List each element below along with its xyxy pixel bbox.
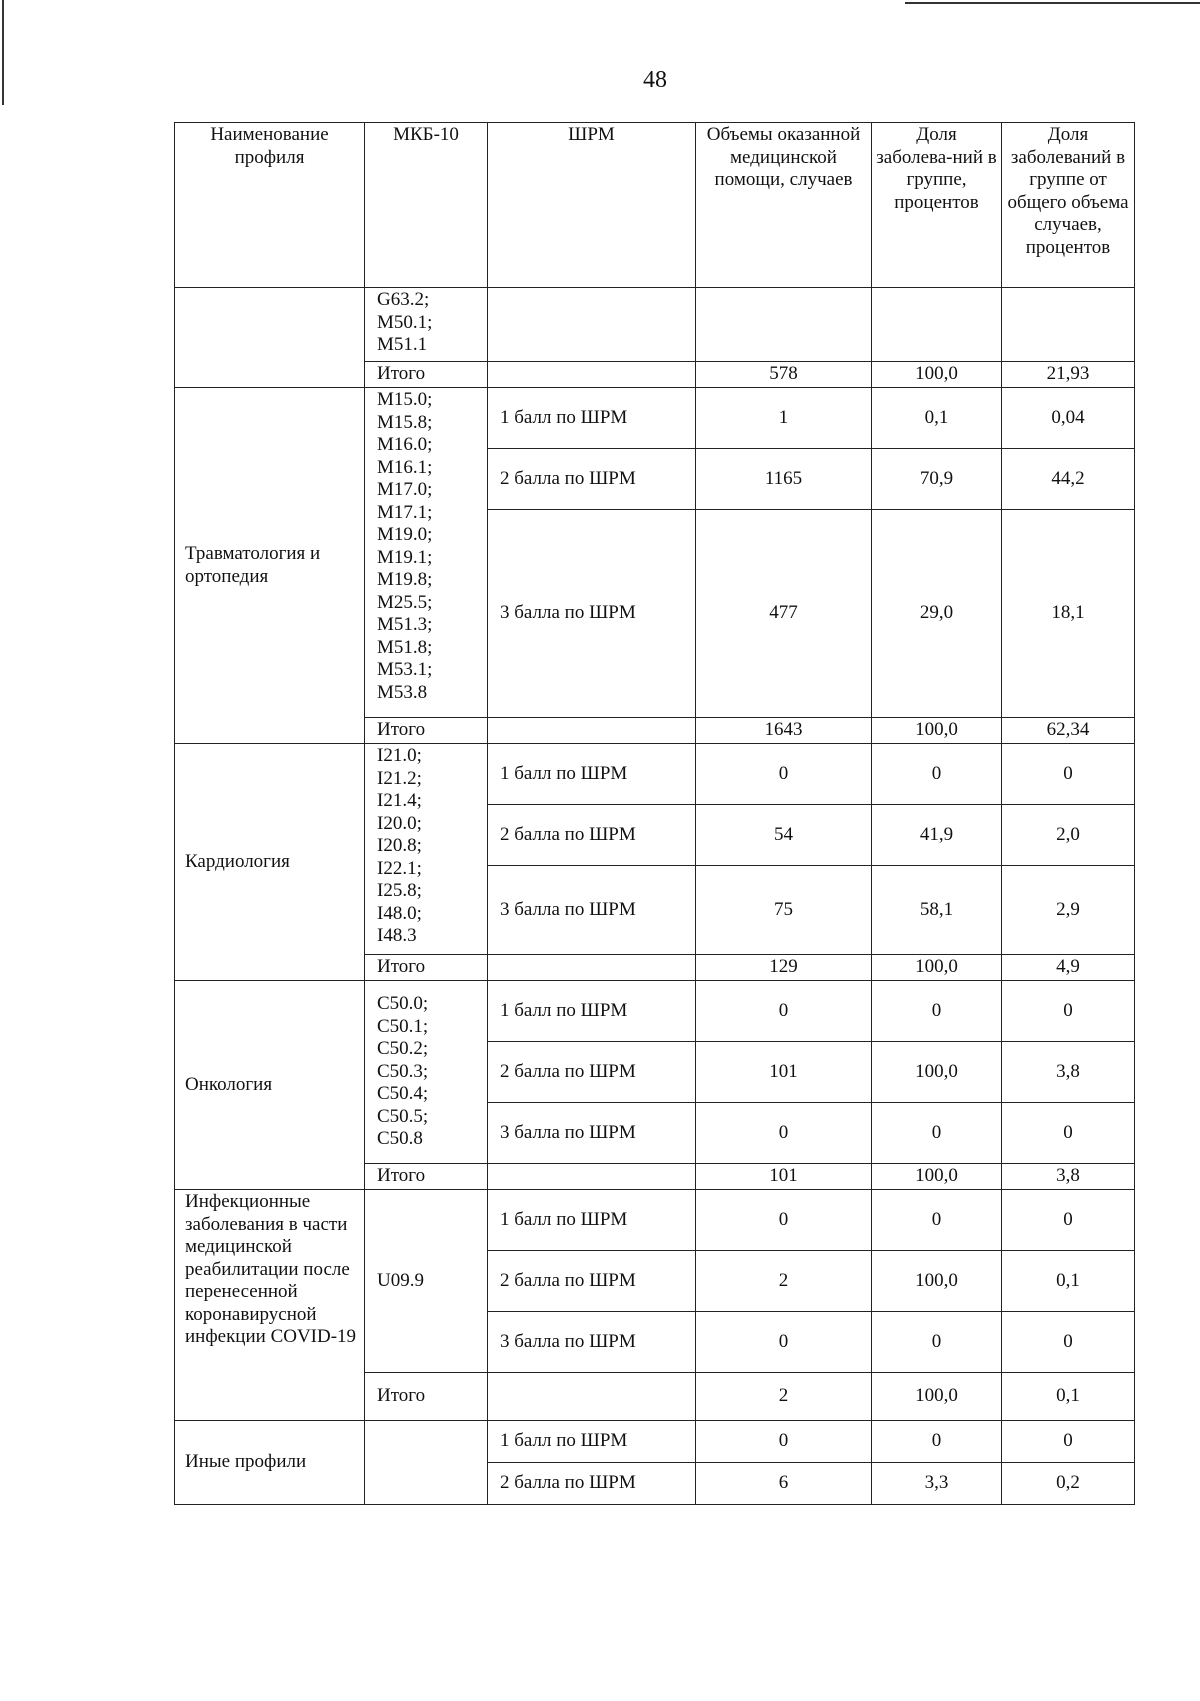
total-volume: 578 bbox=[696, 362, 872, 388]
share-group: 0 bbox=[872, 1421, 1002, 1463]
share-total: 44,2 bbox=[1002, 449, 1135, 510]
volume: 101 bbox=[696, 1042, 872, 1103]
table-row bbox=[175, 388, 1135, 449]
share-group: 58,1 bbox=[872, 866, 1002, 955]
shrm-cell-empty bbox=[488, 288, 696, 362]
share-group: 0 bbox=[872, 1190, 1002, 1251]
share-total: 2,9 bbox=[1002, 866, 1135, 955]
share-total: 0 bbox=[1002, 744, 1135, 805]
icd-codes: U09.9 bbox=[365, 1190, 488, 1373]
profile-cell-empty bbox=[175, 288, 365, 388]
volume: 0 bbox=[696, 1312, 872, 1373]
table-row bbox=[175, 1421, 1135, 1463]
total-label: Итого bbox=[365, 955, 488, 981]
shrm-level: 1 балл по ШРМ bbox=[488, 1421, 696, 1463]
shrm-level: 3 балла по ШРМ bbox=[488, 1312, 696, 1373]
shrm-level: 1 балл по ШРМ bbox=[488, 1190, 696, 1251]
rehabilitation-table bbox=[174, 122, 1135, 1505]
share-total: 0 bbox=[1002, 1190, 1135, 1251]
share-group: 0 bbox=[872, 1312, 1002, 1373]
header-shrm: ШРМ bbox=[488, 123, 696, 288]
share-total: 0,1 bbox=[1002, 1251, 1135, 1312]
volume: 0 bbox=[696, 1421, 872, 1463]
volume: 477 bbox=[696, 510, 872, 718]
shrm-level: 3 балла по ШРМ bbox=[488, 510, 696, 718]
total-share-group: 100,0 bbox=[872, 362, 1002, 388]
header-icd: МКБ-10 bbox=[365, 123, 488, 288]
icd-codes: M15.0; M15.8; M16.0; M16.1; M17.0; M17.1; M19.0; M19.1; M19.8; M25.5; M51.3; M51.8; M53.1; M53.8 bbox=[365, 388, 488, 718]
volume: 54 bbox=[696, 805, 872, 866]
shrm-cell-empty bbox=[488, 955, 696, 981]
total-share-total: 62,34 bbox=[1002, 718, 1135, 744]
volume: 0 bbox=[696, 744, 872, 805]
shrm-cell-empty bbox=[488, 1164, 696, 1190]
total-volume: 2 bbox=[696, 1373, 872, 1421]
scan-edge-line-top bbox=[905, 2, 1200, 4]
shrm-level: 3 балла по ШРМ bbox=[488, 866, 696, 955]
shrm-cell-empty bbox=[488, 718, 696, 744]
total-share-group: 100,0 bbox=[872, 718, 1002, 744]
volume: 0 bbox=[696, 1103, 872, 1164]
total-label: Итого bbox=[365, 1373, 488, 1421]
share-group: 70,9 bbox=[872, 449, 1002, 510]
shrm-level: 1 балл по ШРМ bbox=[488, 744, 696, 805]
share-group: 29,0 bbox=[872, 510, 1002, 718]
share-group: 41,9 bbox=[872, 805, 1002, 866]
icd-codes: C50.0; C50.1; C50.2; C50.3; C50.4; C50.5; C50.8 bbox=[365, 981, 488, 1164]
shrm-level: 1 балл по ШРМ bbox=[488, 981, 696, 1042]
share-group: 100,0 bbox=[872, 1042, 1002, 1103]
icd-codes: I21.0; I21.2; I21.4; I20.0; I20.8; I22.1; I25.8; I48.0; I48.3 bbox=[365, 744, 488, 955]
share-group: 0 bbox=[872, 981, 1002, 1042]
total-share-total: 4,9 bbox=[1002, 955, 1135, 981]
share-total: 18,1 bbox=[1002, 510, 1135, 718]
profile-other: Иные профили bbox=[175, 1421, 365, 1505]
profile-covid: Инфекционные заболевания в части медицинской реабилитации после перенесенной коронавирусной инфекции COVID-19 bbox=[175, 1190, 365, 1421]
page-number: 48 bbox=[643, 67, 667, 93]
total-share-total: 21,93 bbox=[1002, 362, 1135, 388]
icd-codes: G63.2; M50.1; M51.1 bbox=[365, 288, 488, 362]
shrm-cell-empty bbox=[488, 362, 696, 388]
share-group: 0,1 bbox=[872, 388, 1002, 449]
profile-cardiology: Кардиология bbox=[175, 744, 365, 981]
total-volume: 129 bbox=[696, 955, 872, 981]
total-share-group: 100,0 bbox=[872, 1164, 1002, 1190]
total-volume: 101 bbox=[696, 1164, 872, 1190]
share-total: 0 bbox=[1002, 1421, 1135, 1463]
share-total: 0 bbox=[1002, 1312, 1135, 1373]
share-total: 2,0 bbox=[1002, 805, 1135, 866]
volume: 75 bbox=[696, 866, 872, 955]
volume: 1165 bbox=[696, 449, 872, 510]
total-label: Итого bbox=[365, 1164, 488, 1190]
table-row bbox=[175, 288, 1135, 362]
volume: 0 bbox=[696, 981, 872, 1042]
share-total: 3,8 bbox=[1002, 1042, 1135, 1103]
share-group: 3,3 bbox=[872, 1463, 1002, 1505]
header-profile: Наименование профиля bbox=[175, 123, 365, 288]
volume: 1 bbox=[696, 388, 872, 449]
total-volume: 1643 bbox=[696, 718, 872, 744]
share-group: 0 bbox=[872, 1103, 1002, 1164]
shrm-level: 1 балл по ШРМ bbox=[488, 388, 696, 449]
share-total: 0,04 bbox=[1002, 388, 1135, 449]
shrm-level: 3 балла по ШРМ bbox=[488, 1103, 696, 1164]
share-total: 0 bbox=[1002, 981, 1135, 1042]
total-share-total: 3,8 bbox=[1002, 1164, 1135, 1190]
icd-cell-empty bbox=[365, 1421, 488, 1505]
header-share-total: Доля заболеваний в группе от общего объема случаев, процентов bbox=[1002, 123, 1135, 288]
shrm-level: 2 балла по ШРМ bbox=[488, 1251, 696, 1312]
table-row bbox=[175, 744, 1135, 805]
shrm-level: 2 балла по ШРМ bbox=[488, 449, 696, 510]
share-total: 0 bbox=[1002, 1103, 1135, 1164]
volume: 6 bbox=[696, 1463, 872, 1505]
share-group-cell-empty bbox=[872, 288, 1002, 362]
shrm-level: 2 балла по ШРМ bbox=[488, 1042, 696, 1103]
shrm-level: 2 балла по ШРМ bbox=[488, 1463, 696, 1505]
share-group: 0 bbox=[872, 744, 1002, 805]
total-share-group: 100,0 bbox=[872, 1373, 1002, 1421]
table-row bbox=[175, 1190, 1135, 1251]
total-share-total: 0,1 bbox=[1002, 1373, 1135, 1421]
share-total: 0,2 bbox=[1002, 1463, 1135, 1505]
volume: 2 bbox=[696, 1251, 872, 1312]
header-share-group: Доля заболева-ний в группе, процентов bbox=[872, 123, 1002, 288]
volume: 0 bbox=[696, 1190, 872, 1251]
share-total-cell-empty bbox=[1002, 288, 1135, 362]
header-volume: Объемы оказанной медицинской помощи, случаев bbox=[696, 123, 872, 288]
share-group: 100,0 bbox=[872, 1251, 1002, 1312]
volume-cell-empty bbox=[696, 288, 872, 362]
shrm-cell-empty bbox=[488, 1373, 696, 1421]
total-label: Итого bbox=[365, 718, 488, 744]
header-row bbox=[175, 123, 1135, 288]
total-share-group: 100,0 bbox=[872, 955, 1002, 981]
table-row bbox=[175, 981, 1135, 1042]
profile-oncology: Онкология bbox=[175, 981, 365, 1190]
shrm-level: 2 балла по ШРМ bbox=[488, 805, 696, 866]
profile-trauma: Травматология и ортопедия bbox=[175, 388, 365, 744]
total-label: Итого bbox=[365, 362, 488, 388]
